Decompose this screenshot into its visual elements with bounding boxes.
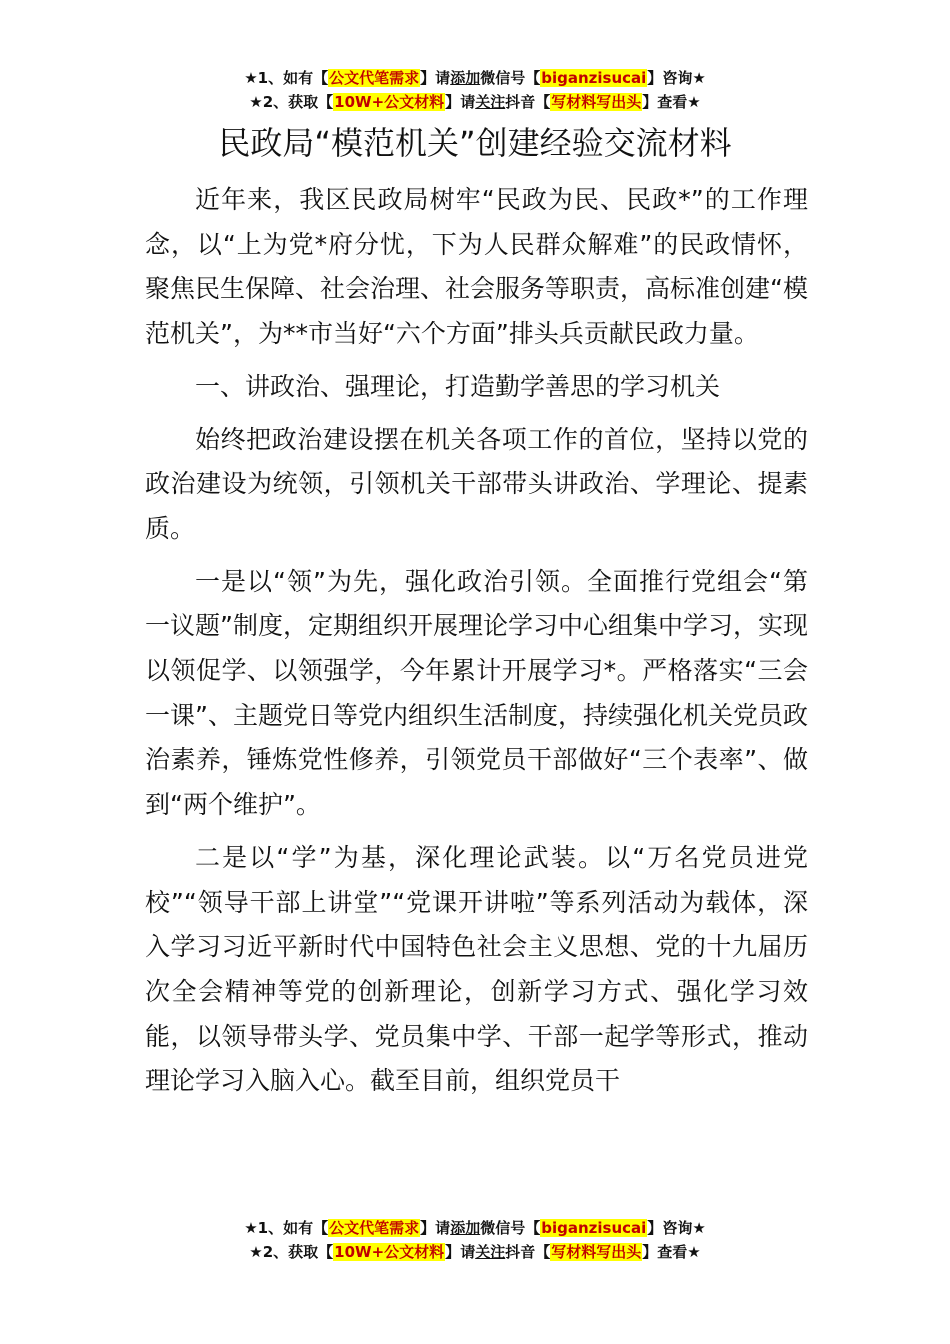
banner-line-2: ★2、获取【10W+公文材料】请关注抖音【写材料写出头】查看★ xyxy=(249,93,701,111)
highlight-ghostwriting: 公文代笔需求 xyxy=(329,1219,420,1237)
document-body xyxy=(145,178,808,1112)
highlight-wechat-id: biganzisucai xyxy=(541,69,647,87)
banner-line-1: ★1、如有【公文代笔需求】请添加微信号【biganzisucai】咨询★ xyxy=(244,69,706,87)
highlight-materials: 10W+公文材料 xyxy=(334,93,445,111)
paragraph-section-1: 始终把政治建设摆在机关各项工作的首位，坚持以党的政治建设为统领，引领机关干部带头讲政治、学理论、提素质。 xyxy=(145,424,808,543)
paragraph-point-1: 一是以“领”为先，强化政治引领。全面推行党组会“第一议题”制度，定期组织开展理论学习中心组集中学习，实现以领促学、以领强学，今年累计开展学习*。严格落实“三会一课”、主题党日等党内组织生活制度，持续强化机关党员政治素养，锤炼党性修养，引领党员干部做好“三个表率”、做到“两个维护”。 xyxy=(145,566,808,820)
highlight-douyin: 写材料写出头 xyxy=(551,93,642,111)
top-banner xyxy=(0,66,950,114)
highlight-materials: 10W+公文材料 xyxy=(334,1243,445,1261)
section-heading-1: 一、讲政治、强理论，打造勤学善思的学习机关 xyxy=(195,371,721,401)
paragraph-point-2: 二是以“学”为基，深化理论武装。以“万名党员进党校”“领导干部上讲堂”“党课开讲啦”等系列活动为载体，深入学习习近平新时代中国特色社会主义思想、党的十九届历次全会精神等党的创新理论，创新学习方式、强化学习效能，以领导带头学、党员集中学、干部一起学等形式，推动理论学习入脑入心。截至目前，组织党员干 xyxy=(145,842,808,1096)
highlight-ghostwriting: 公文代笔需求 xyxy=(329,69,420,87)
banner-line-1: ★1、如有【公文代笔需求】请添加微信号【biganzisucai】咨询★ xyxy=(244,1219,706,1237)
paragraph-intro: 近年来，我区民政局树牢“民政为民、民政*”的工作理念，以“上为党*府分忧，下为人民群众解难”的民政情怀，聚焦民生保障、社会治理、社会服务等职责，高标准创建“模范机关”，为**市当好“六个方面”排头兵贡献民政力量。 xyxy=(145,185,808,349)
document-title: 民政局“模范机关”创建经验交流材料 xyxy=(218,124,732,162)
banner-line-2: ★2、获取【10W+公文材料】请关注抖音【写材料写出头】查看★ xyxy=(249,1243,701,1261)
highlight-wechat-id: biganzisucai xyxy=(541,1219,647,1237)
bottom-banner xyxy=(0,1216,950,1264)
highlight-douyin: 写材料写出头 xyxy=(551,1243,642,1261)
